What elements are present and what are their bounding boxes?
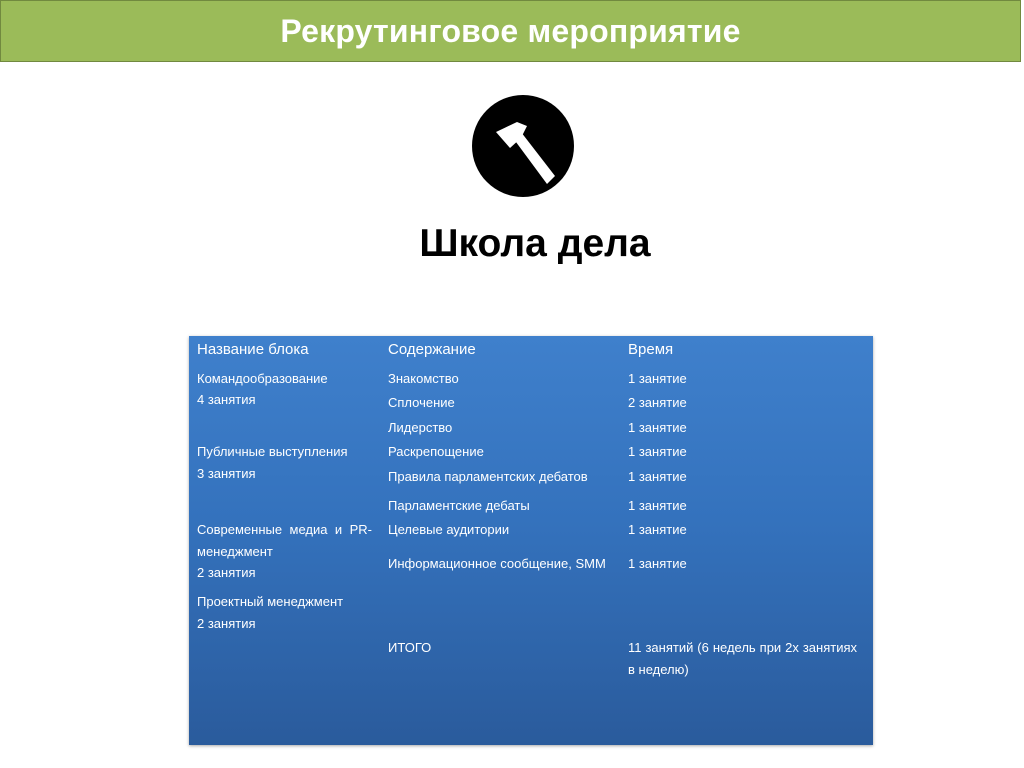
block-name: Современные медиа и PR-менеджмент — [197, 522, 372, 559]
time-cell: 1 занятие — [628, 497, 687, 513]
header-time: Время — [628, 341, 674, 358]
block-cell — [189, 585, 388, 636]
content-cell: Лидерство — [388, 419, 453, 435]
block-cell — [189, 366, 388, 440]
content-cell: Правила парламентских дебатов — [388, 468, 588, 484]
content-cell — [388, 585, 628, 636]
table-row — [189, 440, 873, 465]
table-row — [189, 366, 873, 391]
time-cell: 1 занятие — [628, 370, 687, 386]
total-value: 11 занятий (6 недель при 2х занятиях в неделю) — [628, 640, 857, 677]
hammer-circle-icon — [471, 94, 575, 198]
time-cell: 1 занятие — [628, 468, 687, 484]
block-name: Проектный менеджмент — [197, 594, 344, 609]
time-cell: 2 занятие — [628, 395, 687, 410]
content-cell: Знакомство — [388, 370, 459, 386]
block-cell — [189, 518, 388, 586]
block-name: Командообразование — [197, 370, 328, 386]
time-cell — [628, 585, 873, 636]
block-count: 3 занятия — [197, 465, 256, 481]
time-cell: 1 занятие — [628, 444, 687, 459]
header-content: Содержание — [388, 341, 476, 358]
time-cell: 1 занятие — [628, 555, 687, 571]
content-cell: Парламентские дебаты — [388, 497, 530, 513]
block-count: 2 занятия — [197, 615, 256, 631]
total-label: ИТОГО — [388, 640, 432, 655]
content-cell: Целевые аудитории — [388, 522, 510, 537]
table-row — [189, 518, 873, 552]
block-count: 2 занятия — [197, 565, 256, 580]
content-cell: Информационное сообщение, SMM — [388, 555, 606, 571]
subtitle: Школа дела — [419, 222, 651, 265]
schedule-table — [189, 336, 873, 682]
table-row — [189, 585, 873, 636]
header-block-name: Название блока — [197, 341, 309, 358]
title-bar — [0, 0, 1021, 62]
content-cell: Сплочение — [388, 395, 455, 410]
table-header-row — [189, 336, 873, 366]
block-cell — [189, 440, 388, 518]
block-count: 4 занятия — [197, 392, 256, 407]
time-cell: 1 занятие — [628, 522, 687, 537]
total-row — [189, 636, 873, 682]
content-cell: Раскрепощение — [388, 444, 484, 459]
schedule-panel — [189, 336, 873, 745]
total-empty-cell — [189, 636, 388, 682]
slide-title: Рекрутинговое мероприятие — [280, 12, 741, 49]
block-name: Публичные выступления — [197, 444, 348, 459]
time-cell: 1 занятие — [628, 419, 687, 435]
